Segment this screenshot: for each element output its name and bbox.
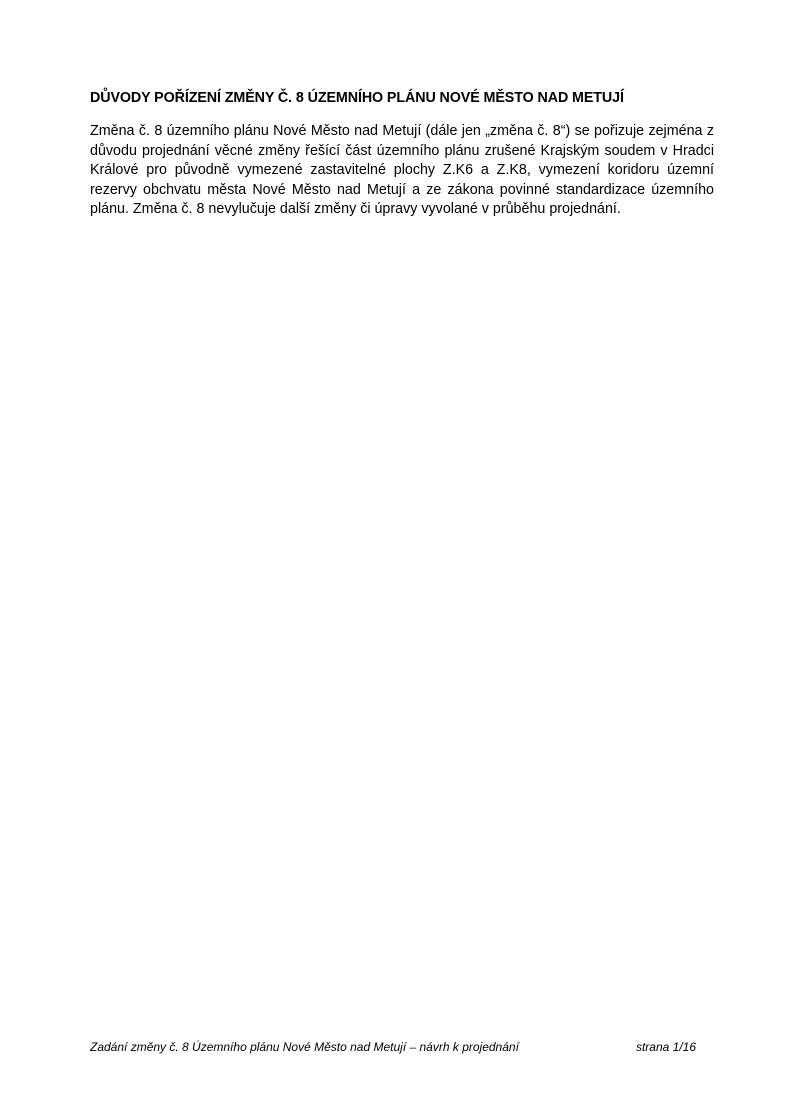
footer-document-title: Zadání změny č. 8 Územního plánu Nové Město nad Metují – návrh k projednání [90,1040,519,1054]
page-footer [90,1039,696,1055]
footer-page-number: strana 1/16 [635,1040,696,1054]
section-heading: DŮVODY POŘÍZENÍ ZMĚNY Č. 8 ÚZEMNÍHO PLÁNU NOVÉ MĚSTO NAD METUJÍ [90,90,624,106]
body-paragraph: Změna č. 8 územního plánu Nové Město nad Metují (dále jen „změna č. 8“) se pořizuje zejména z důvodu projednání věcné změny řešící část územního plánu zrušené Krajským soudem v Hradci Králové pro původně vymezené zastavitelné plochy Z.K6 a Z.K8, vymezení koridoru územní rezervy obchvatu města Nové Město nad Metují a ze zákona povinné standardizace územního plánu. Změna č. 8 nevylučuje další změny či úpravy vyvolané v průběhu projednání. [90,123,714,217]
